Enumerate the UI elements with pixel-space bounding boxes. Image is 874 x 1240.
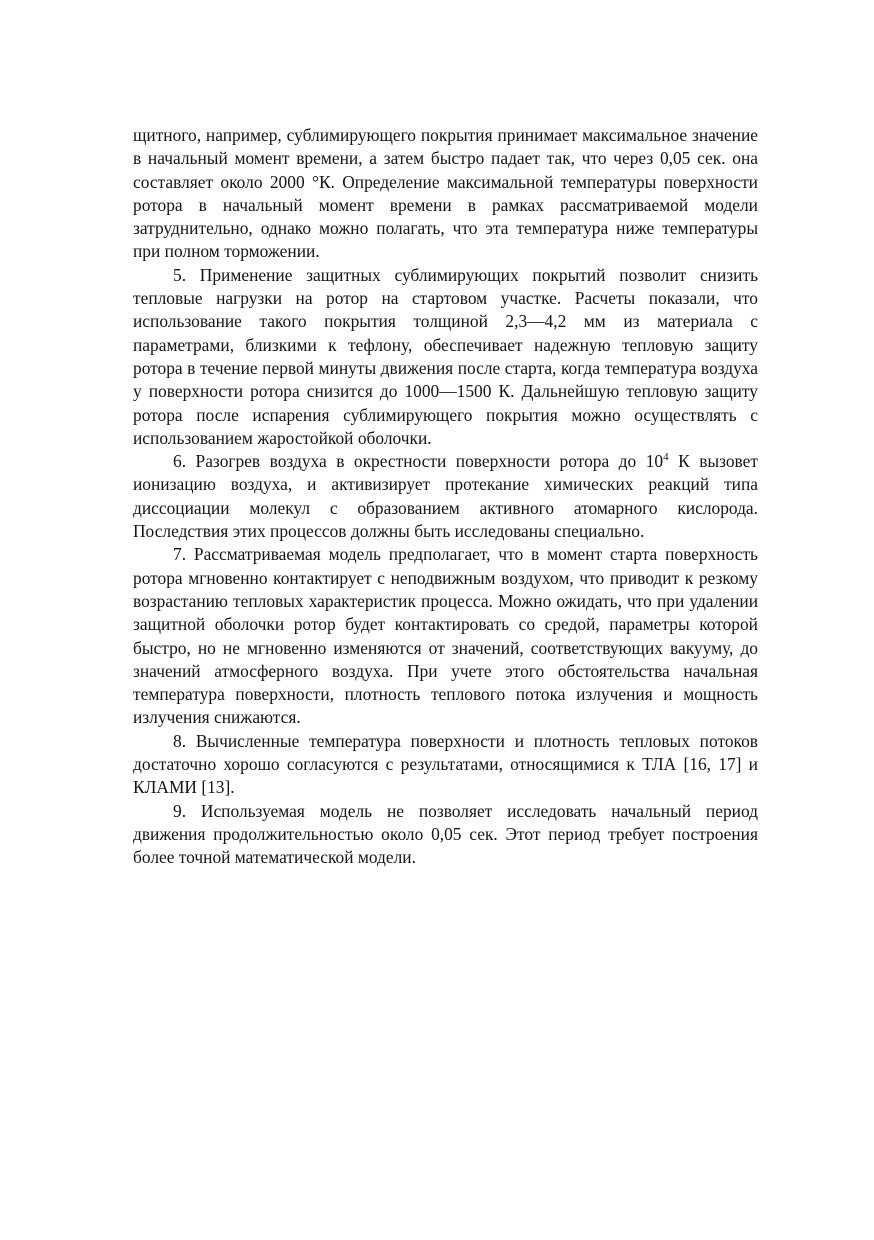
power-superscript: 4 bbox=[663, 451, 669, 464]
paragraph-continuation: щитного, например, сублимирующего покрытия принимает максимальное значение в начальный момент времени, а затем быстро падает так, что через 0,05 сек. она составляет около 2000 °К. Определение максимальной температуры поверхности ротора в начальный момент времени в рамках рассматриваемой модели затруднительно, однако можно полагать, что эта температура ниже температуры при полном торможении. bbox=[133, 125, 758, 262]
paragraph-item-8: 8. Вычисленные температура поверхности и плотность тепловых потоков достаточно хорошо согласуются с результатами, относящимися к ТЛА [16, 17] и КЛАМИ [13]. bbox=[133, 730, 758, 798]
paragraph-item-6 bbox=[133, 450, 758, 543]
paragraph-item-9: 9. Используемая модель не позволяет исследовать начальный период движения продолжительностью около 0,05 сек. Этот период требует построения более точной математической модели. bbox=[133, 800, 758, 868]
paragraph-item-6-end: К вызовет ионизацию воздуха, и активизирует протекание химических реакций типа диссоциации молекул с образованием активного атомарного кислорода. Последствия этих процессов должны быть исследованы специально. bbox=[133, 451, 758, 542]
paragraph-item-6-start: 6. Разогрев воздуха в окрестности поверхности ротора до 10 bbox=[173, 451, 664, 472]
page-text bbox=[133, 124, 758, 870]
paragraph-item-7: 7. Рассматриваемая модель предполагает, что в момент старта поверхность ротора мгновенно контактирует с неподвижным воздухом, что приводит к резкому возрастанию тепловых характеристик процесса. Можно ожидать, что при удалении защитной оболочки ротор будет контактировать со средой, параметры которой быстро, но не мгновенно изменяются от значений, соответствующих вакууму, до значений атмосферного воздуха. При учете этого обстоятельства начальная температура поверхности, плотность теплового потока излучения и мощность излучения снижаются. bbox=[133, 544, 758, 728]
paragraph-item-5: 5. Применение защитных сублимирующих покрытий позволит снизить тепловые нагрузки на ротор на стартовом участке. Расчеты показали, что использование такого покрытия толщиной 2,3—4,2 мм из материала с параметрами, близкими к тефлону, обеспечивает надежную тепловую защиту ротора в течение первой минуты движения после старта, когда температура воздуха у поверхности ротора снизится до 1000—1500 К. Дальнейшую тепловую защиту ротора после испарения сублимирующего покрытия можно осуществлять с использованием жаростойкой оболочки. bbox=[133, 264, 758, 448]
